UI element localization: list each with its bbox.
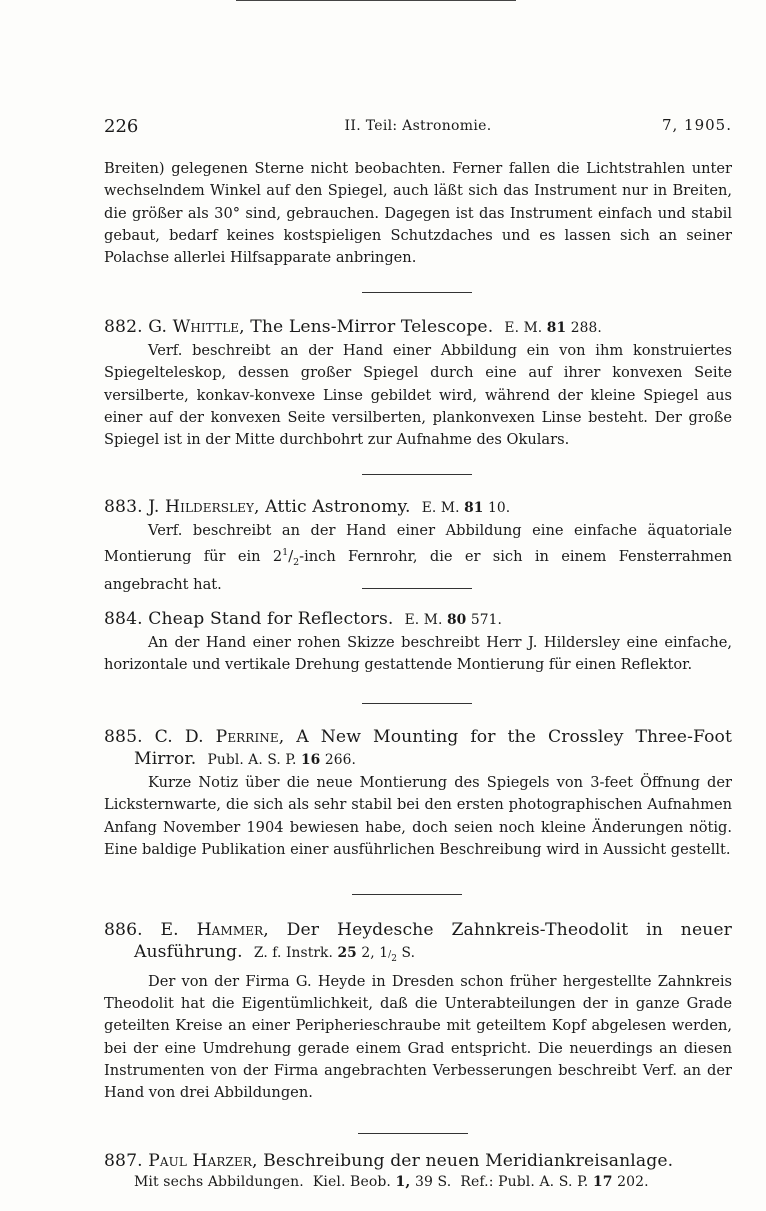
entry-885 [104,726,732,861]
entry-number: 882. [104,317,143,337]
entry-title: Beschreibung der neuen Meridiankreisanlage. [263,1151,674,1171]
entry-body: Der von der Firma G. Heyde in Dresden schon früher hergestellte Zahnkreis Theodolit hat die Eigentümlichkeit, daß die Unterabteilungen der in ganze Grade geteilten Kreise an einer Peripherieschraube mit geteiltem Kopf abgelesen werden, bei der eine Umdrehung gerade einem Grad entspricht. Die neuerdings an diesen Instrumenten von der Firma angebrachten Verbesserungen beschreibt Verf. an der Hand von drei Abbildungen. [104,972,732,1102]
entry-reference: E. M. 81 10. [421,500,511,516]
separator [362,703,472,704]
entry-883 [104,496,732,597]
entry-number: 884. [104,609,143,629]
entry-number: 887. [104,1151,143,1171]
entry-subtitle: Mit sechs Abbildungen. [134,1174,304,1190]
entry-reference: E. M. 81 288. [504,320,602,336]
entry-title: Der Heydesche Zahnkreis-Theodolit in neuer Ausführung. [134,920,732,962]
top-border-rule [236,0,516,1]
entry-886 [104,919,732,1105]
entry-body: Verf. beschreibt an der Hand einer Abbildung eine einfache äquatoriale Montierung für ein $2^1/_2$-inch Fernrohr, die er sich in einem Fensterrahmen angebracht hat. [104,522,732,594]
entry-number: 886. [104,920,143,940]
running-title: II. Teil: Astronomie. [344,118,492,134]
entry-heading [104,919,732,970]
separator [352,894,462,895]
entry-title: Attic Astronomy. [265,497,411,517]
separator [358,1133,468,1134]
entry-author: G. Whittle, [148,317,245,337]
entry-heading [104,316,732,339]
entry-heading [104,496,732,519]
separator [362,588,472,589]
entry-title: Cheap Stand for Reflectors. [148,609,394,629]
separator [362,474,472,475]
entry-title: The Lens-Mirror Telescope. [250,317,494,337]
intro-paragraph [104,158,732,269]
entry-author: J. Hildersley, [148,497,260,517]
entry-reference: Z. f. Instrk. 25 2, $1/_2$ S. [253,945,416,964]
entry-882 [104,316,732,451]
intro-text: Breiten) gelegenen Sterne nicht beobachten. Ferner fallen die Lichtstrahlen unter wechselndem Winkel auf den Spiegel, auch läßt sich das Instrument nur in Breiten, die größer als 30° sind, gebrauchen. Dagegen ist das Instrument einfach und stabil gebaut, bedarf keines kostspieligen Schutzdaches und es lassen sich an seiner Polachse allerlei Hilfsapparate anbringen. [104,160,732,267]
entry-884 [104,608,732,677]
entry-author: C. D. Perrine, [154,727,285,747]
entry-subline: Mit sechs Abbildungen. Kiel. Beob. 1, 39 S. Ref.: Publ. A. S. P. 17 202. [134,1174,649,1190]
entry-heading [104,608,732,631]
separator [362,292,472,293]
header-date: 7, 1905. [661,116,732,134]
entry-heading [104,726,732,771]
entry-body: Verf. beschreibt an der Hand einer Abbildung ein von ihm konstruiertes Spiegelteleskop, dessen großer Spiegel durch eine auf ihrer konvexen Seite versilberte, konkav-konvexe Linse gebildet wird, während der kleine Spiegel aus einer auf der konvexen Seite versilberten, plankonvexen Linse besteht. Der große Spiegel ist in der Mitte durchbohrt zur Aufnahme des Okulars. [104,342,732,449]
entry-title: A New Mounting for the Crossley Three-Foot Mirror. [134,727,732,769]
entry-body: An der Hand einer rohen Skizze beschreibt Herr J. Hildersley eine einfache, horizontale und vertikale Drehung gestattende Montierung für einen Reflektor. [104,634,732,674]
entry-number: 883. [104,497,143,517]
entry-number: 885. [104,727,143,747]
entry-author: E. Hammer, [160,920,269,940]
page-number: 226 [104,116,139,137]
running-header [104,116,732,138]
entry-body: Kurze Notiz über die neue Montierung des Spiegels von 3-feet Öffnung der Licksternwarte, die sich als sehr stabil bei den ersten photographischen Aufnahmen Anfang November 1904 bewiesen habe, doch seien noch kleine Änderungen nötig. Eine baldige Publikation einer ausführlichen Beschreibung wird in Aussicht gestellt. [104,774,732,858]
entry-reference: E. M. 80 571. [404,612,502,628]
entry-heading [104,1150,732,1172]
entry-reference: Publ. A. S. P. 16 266. [207,752,356,768]
entry-887 [104,1150,732,1192]
entry-author: Paul Harzer, [148,1151,258,1171]
